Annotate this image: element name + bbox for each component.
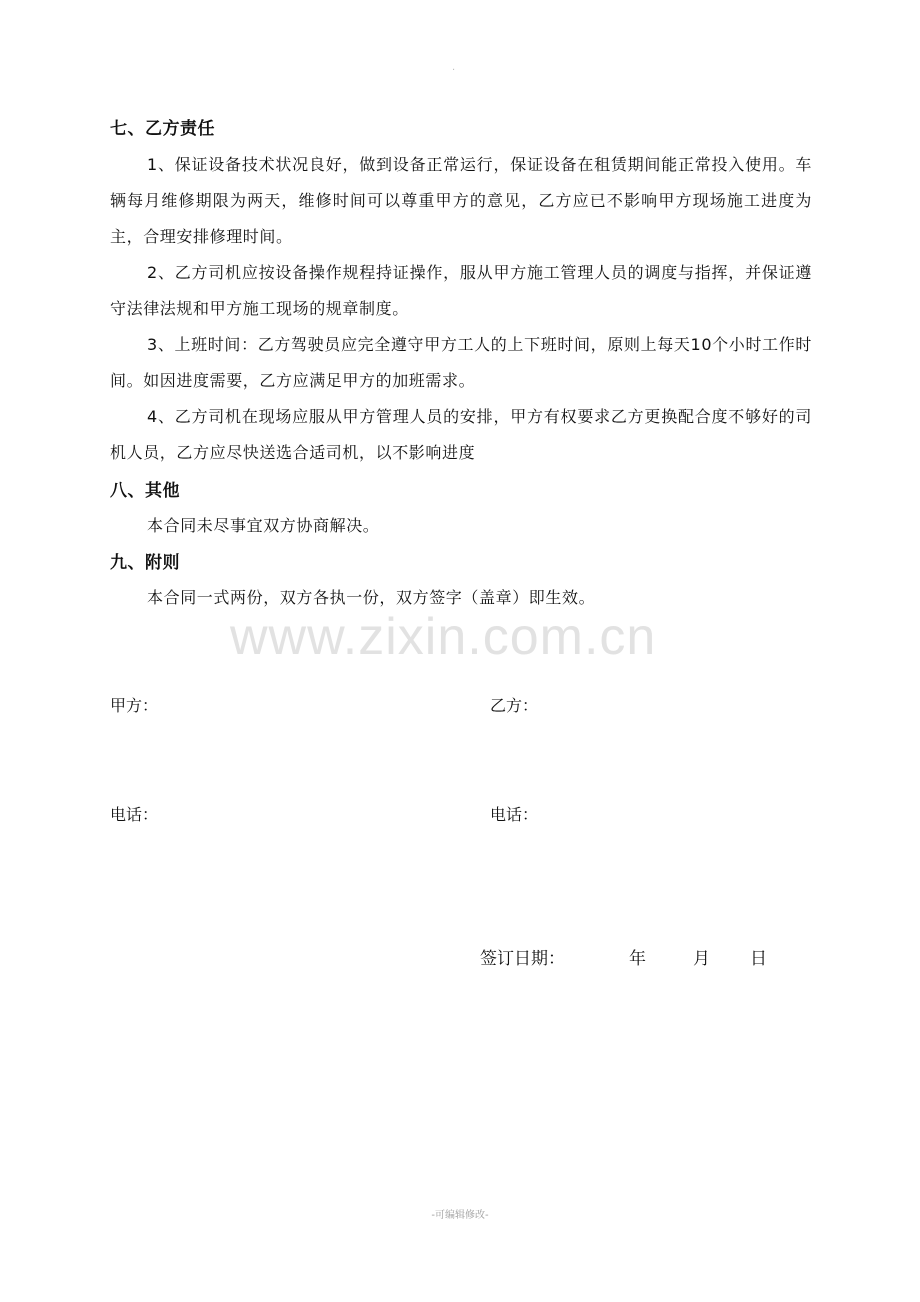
section-7-heading: 七、乙方责任 <box>110 119 215 139</box>
section-9-heading: 九、附则 <box>110 553 180 573</box>
signing-date-label: 签订日期： <box>480 949 565 969</box>
section-7-item-1: 1、保证设备技术状况良好，做到设备正常运行，保证设备在租赁期间能正常投入使用。车辆每月维修期限为两天，维修时间可以尊重甲方的意见，乙方应已不影响甲方现场施工进度为主，合理安排修理时间。 <box>110 155 812 246</box>
signing-date-year: 年 <box>629 949 646 969</box>
watermark: www.zixin.com.cn <box>230 608 657 666</box>
signing-date-month: 月 <box>693 949 710 969</box>
signing-date-day: 日 <box>750 949 767 969</box>
top-mark: . <box>452 62 456 73</box>
section-8-heading: 八、其他 <box>110 481 180 501</box>
party-a-label: 甲方： <box>110 696 159 715</box>
section-7-item-2: 2、乙方司机应按设备操作规程持证操作，服从甲方施工管理人员的调度与指挥，并保证遵守法律法规和甲方施工现场的规章制度。 <box>110 263 812 318</box>
page-footer: -可编辑修改- <box>431 1210 489 1221</box>
section-7-item-3: 3、上班时间：乙方驾驶员应完全遵守甲方工人的上下班时间，原则上每天10个小时工作时间。如因进度需要，乙方应满足甲方的加班需求。 <box>110 335 812 390</box>
section-9-text: 本合同一式两份，双方各执一份，双方签字（盖章）即生效。 <box>147 588 596 607</box>
section-8-text: 本合同未尽事宜双方协商解决。 <box>147 516 380 535</box>
party-b-label: 乙方： <box>490 696 539 715</box>
section-7-item-4: 4、乙方司机在现场应服从甲方管理人员的安排，甲方有权要求乙方更换配合度不够好的司机人员，乙方应尽快送选合适司机，以不影响进度 <box>110 407 812 462</box>
party-b-phone-label: 电话： <box>490 805 539 824</box>
party-a-phone-label: 电话： <box>110 805 159 824</box>
